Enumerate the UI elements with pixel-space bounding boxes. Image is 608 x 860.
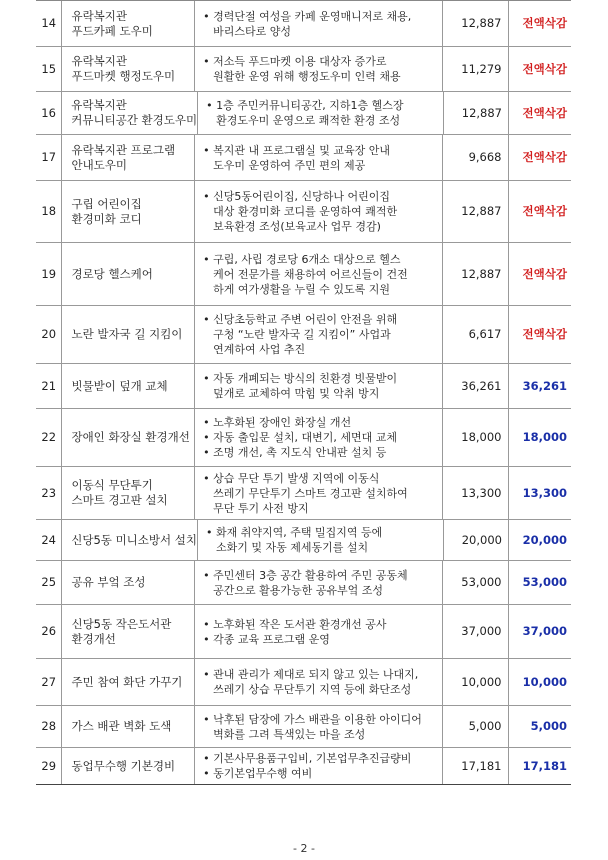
bullet: • — [203, 767, 210, 780]
cut-status: 전액삭감 — [522, 150, 567, 164]
project-name-line: 유락복지관 — [71, 54, 128, 68]
project-description — [195, 706, 443, 747]
description-line — [203, 69, 401, 84]
description-text: 1층 주민커뮤니티공간, 지하1층 헬스장 — [216, 99, 404, 112]
table-row — [36, 306, 571, 364]
bullet — [206, 540, 216, 555]
description-line — [203, 158, 390, 173]
project-name — [62, 659, 195, 705]
cut-status: 전액삭감 — [522, 105, 567, 120]
project-description — [195, 409, 443, 466]
description-text: 화재 취약지역, 주택 밀집지역 등에 — [215, 526, 383, 539]
project-name-line: 노란 발자국 길 지킴이 — [71, 327, 183, 341]
bullet — [203, 486, 213, 501]
cut-status: 전액삭감 — [522, 16, 567, 30]
row-number: 16 — [36, 92, 62, 134]
description-line — [203, 327, 397, 342]
project-description — [195, 561, 443, 604]
description-text: 노후화된 장애인 화장실 개선 — [213, 416, 352, 429]
approved-amount: 36,261 — [522, 378, 567, 393]
project-name-line: 푸드마켓 행정도우미 — [71, 69, 176, 83]
row-number: 21 — [36, 364, 62, 408]
description-line — [203, 568, 408, 583]
description-line — [203, 617, 386, 632]
bullet — [203, 682, 213, 697]
cut-status: 전액삭감 — [522, 327, 567, 341]
description-text: 대상 환경미화 코디를 운영하여 쾌적한 — [213, 205, 398, 218]
description-line — [203, 632, 386, 647]
approved-amount: 10,000 — [522, 674, 567, 689]
description-text: 덮개로 교체하여 막힘 및 악취 방지 — [213, 387, 380, 400]
description-line — [203, 282, 408, 297]
description-text: 주민센터 3층 공간 활용하여 주민 공동체 — [213, 568, 408, 582]
requested-amount: 37,000 — [443, 605, 508, 658]
description-text: 저소득 푸드마켓 이용 대상자 증가로 — [213, 55, 387, 68]
table-row — [36, 409, 571, 467]
bullet: • — [203, 668, 210, 681]
requested-amount: 12,887 — [444, 92, 509, 134]
description-line — [203, 445, 397, 460]
row-number: 18 — [36, 181, 62, 242]
table-row — [36, 605, 571, 659]
table-row — [36, 92, 571, 135]
row-number: 26 — [36, 605, 62, 658]
project-name — [62, 47, 195, 91]
description-text: 신당5동어린이집, 신당하나 어린이집 — [213, 190, 390, 203]
project-name-line: 동업무수행 기본경비 — [71, 758, 176, 773]
requested-amount: 6,617 — [443, 306, 508, 363]
approved-amount: 20,000 — [522, 532, 567, 547]
description-line — [203, 24, 411, 39]
row-number: 14 — [36, 1, 62, 46]
requested-amount: 12,887 — [443, 243, 508, 305]
bullet: • — [203, 752, 210, 765]
page-number: - 2 - — [293, 842, 315, 855]
project-name-line: 구립 어린이집 — [71, 196, 142, 211]
description-text: 환경도우미 운영으로 쾌적한 환경 조성 — [216, 114, 401, 127]
project-description — [195, 47, 443, 91]
table-row — [36, 181, 571, 243]
bullet: • — [203, 446, 210, 459]
bullet: • — [203, 471, 210, 485]
approved-amount: 5,000 — [530, 719, 567, 733]
bullet: • — [203, 9, 210, 23]
project-description — [195, 306, 443, 363]
requested-amount: 12,887 — [443, 181, 508, 242]
description-text: 케어 전문가를 채용하여 어르신들이 건전 — [213, 267, 408, 281]
description-text: 구청 “노란 발자국 길 지킴이” 사업과 — [213, 328, 391, 341]
project-name — [62, 92, 198, 134]
project-name — [62, 135, 195, 180]
description-line — [203, 486, 408, 501]
description-text: 복지관 내 프로그램실 및 교육장 안내 — [213, 143, 390, 157]
cut-status: 전액삭감 — [522, 61, 567, 76]
project-description — [195, 135, 443, 180]
description-line — [203, 54, 401, 69]
description-line — [203, 501, 408, 516]
table-row — [36, 748, 571, 784]
bullet — [203, 267, 213, 282]
bullet — [203, 24, 213, 39]
description-line — [206, 98, 403, 113]
bullet: • — [203, 313, 210, 326]
row-number: 20 — [36, 306, 62, 363]
description-line — [203, 267, 408, 282]
requested-amount: 18,000 — [443, 409, 508, 466]
approved-amount: 13,300 — [522, 485, 567, 500]
row-number: 27 — [36, 659, 62, 705]
bullet — [203, 583, 213, 598]
budget-table — [36, 0, 571, 785]
project-description — [195, 1, 443, 46]
project-description — [198, 520, 444, 560]
project-name-line: 공유 부엌 조성 — [71, 575, 146, 589]
bullet — [203, 727, 213, 742]
project-name-line: 이동식 무단투기 — [71, 478, 153, 492]
project-name-line: 커뮤니티공간 환경도우미 — [71, 113, 198, 127]
bullet: • — [203, 372, 210, 385]
description-text: 무단 투기 사전 방지 — [213, 501, 309, 515]
requested-amount: 5,000 — [443, 706, 508, 747]
description-text: 자동 출입문 설치, 대변기, 세면대 교체 — [213, 431, 397, 444]
project-description — [195, 748, 443, 784]
description-text: 동기본업무수행 여비 — [213, 767, 313, 780]
description-text: 벽화를 그려 특색있는 마을 조성 — [213, 727, 366, 741]
project-name-line: 유락복지관 — [71, 8, 128, 23]
description-line — [206, 540, 382, 555]
project-name-line: 푸드카페 도우미 — [71, 23, 153, 38]
row-number: 17 — [36, 135, 62, 180]
bullet — [203, 342, 213, 357]
description-text: 각종 교육 프로그램 운영 — [213, 632, 330, 646]
description-text: 쓰레기 무단투기 스마트 경고판 설치하여 — [213, 486, 408, 500]
description-text: 구립, 사립 경로당 6개소 대상으로 헬스 — [213, 252, 401, 266]
project-name-line: 스마트 경고판 설치 — [71, 493, 168, 507]
description-text: 소화기 및 자동 제세동기를 설치 — [215, 541, 369, 554]
bullet: • — [203, 617, 210, 631]
table-row — [36, 659, 571, 706]
description-line — [203, 189, 397, 204]
description-text: 경력단절 여성을 카페 운영매니저로 채용, — [213, 9, 412, 23]
project-name — [62, 243, 195, 305]
description-line — [203, 751, 411, 766]
table-row — [36, 47, 571, 92]
requested-amount: 11,279 — [443, 47, 508, 91]
description-line — [203, 312, 397, 327]
requested-amount: 20,000 — [444, 520, 509, 560]
requested-amount: 53,000 — [443, 561, 508, 604]
bullet — [203, 327, 213, 342]
description-text: 공간으로 활용가능한 공유부엌 조성 — [213, 583, 383, 597]
table-row — [36, 364, 571, 409]
table-row — [36, 520, 571, 561]
table-row — [36, 243, 571, 306]
approved-amount: 17,181 — [522, 758, 567, 773]
description-line — [203, 143, 390, 158]
description-line — [203, 252, 408, 267]
project-description — [195, 605, 443, 658]
description-text: 상습 무단 투기 발생 지역에 이동식 — [213, 471, 380, 485]
bullet: • — [203, 712, 210, 726]
row-number: 15 — [36, 47, 62, 91]
row-number: 22 — [36, 409, 62, 466]
table-row — [36, 1, 571, 47]
row-number: 29 — [36, 748, 62, 784]
bullet: • — [203, 143, 210, 157]
bullet: • — [203, 55, 210, 68]
project-description — [195, 659, 443, 705]
description-line — [203, 727, 422, 742]
project-description — [195, 181, 443, 242]
project-name-line: 안내도우미 — [71, 157, 128, 172]
project-name-line: 신당5동 작은도서관 — [71, 616, 172, 631]
approved-amount: 37,000 — [522, 624, 567, 638]
description-text: 원활한 운영 위해 행정도우미 인력 채용 — [213, 70, 401, 83]
bullet — [203, 282, 213, 297]
bullet: • — [203, 190, 210, 203]
description-line — [203, 682, 418, 697]
project-description — [198, 92, 444, 134]
project-name-line: 장애인 화장실 환경개선 — [71, 430, 190, 444]
bullet: • — [203, 252, 210, 266]
row-number: 25 — [36, 561, 62, 604]
requested-amount: 9,668 — [443, 135, 508, 180]
project-name — [62, 748, 195, 784]
row-number: 28 — [36, 706, 62, 747]
project-name — [62, 520, 198, 560]
description-text: 쓰레기 상습 무단투기 지역 등에 화단조성 — [213, 683, 412, 696]
requested-amount: 36,261 — [443, 364, 508, 408]
project-name-line: 환경미화 코디 — [71, 211, 142, 226]
project-name-line: 가스 배관 벽화 도색 — [71, 719, 172, 733]
project-name — [62, 409, 195, 466]
table-row — [36, 561, 571, 605]
description-line — [203, 667, 418, 682]
project-description — [195, 243, 443, 305]
description-line — [203, 219, 397, 234]
bullet: • — [203, 416, 210, 429]
description-line — [203, 9, 411, 24]
project-name-line: 경로당 헬스케어 — [71, 266, 153, 281]
approved-amount: 53,000 — [522, 575, 567, 589]
description-text: 신당초등학교 주변 어린이 안전을 위해 — [213, 313, 398, 326]
description-text: 기본사무용품구입비, 기본업무추진급량비 — [213, 752, 412, 765]
bullet — [203, 219, 213, 234]
table-row — [36, 467, 571, 520]
description-line — [203, 430, 397, 445]
requested-amount: 12,887 — [443, 1, 508, 46]
description-line — [203, 386, 397, 401]
description-text: 조명 개선, 촉 지도식 안내판 설치 등 — [213, 446, 387, 459]
description-text: 바리스타로 양성 — [213, 24, 291, 38]
bullet — [203, 158, 213, 173]
requested-amount: 10,000 — [443, 659, 508, 705]
row-number: 23 — [36, 467, 62, 519]
project-name-line: 유락복지관 — [71, 98, 127, 112]
description-text: 관내 관리가 제대로 되지 않고 있는 나대지, — [213, 668, 419, 681]
project-name — [62, 306, 195, 363]
approved-amount: 18,000 — [522, 430, 567, 444]
description-line — [203, 471, 408, 486]
description-text: 낙후된 담장에 가스 배관을 이용한 아이디어 — [213, 712, 422, 726]
description-text: 노후화된 작은 도서관 환경개선 공사 — [213, 617, 387, 631]
description-line — [203, 342, 397, 357]
requested-amount: 13,300 — [443, 467, 508, 519]
description-text: 하게 여가생활을 누릴 수 있도록 지원 — [213, 282, 390, 296]
bullet: • — [205, 526, 213, 539]
bullet — [206, 113, 216, 128]
table-row — [36, 706, 571, 748]
description-line — [206, 525, 382, 540]
description-text: 보육환경 조성(보육교사 업무 경감) — [213, 220, 381, 233]
project-name — [62, 181, 195, 242]
description-line — [203, 371, 397, 386]
cut-status: 전액삭감 — [522, 266, 567, 281]
project-name-line: 주민 참여 화단 가꾸기 — [71, 674, 183, 689]
project-description — [195, 364, 443, 408]
bullet — [203, 501, 213, 516]
project-name — [62, 1, 195, 46]
requested-amount: 17,181 — [443, 748, 508, 784]
description-line — [203, 415, 397, 430]
description-text: 도우미 운영하여 주민 편의 제공 — [213, 158, 366, 172]
cut-status: 전액삭감 — [522, 204, 567, 218]
project-name-line: 신당5동 미니소방서 설치 — [71, 532, 197, 547]
description-line — [203, 712, 422, 727]
row-number: 19 — [36, 243, 62, 305]
description-line — [206, 113, 403, 128]
bullet — [203, 69, 213, 84]
description-text: 연계하여 사업 추진 — [213, 343, 306, 356]
table-row — [36, 135, 571, 181]
bullet: • — [203, 632, 210, 646]
project-name — [62, 467, 195, 519]
description-line — [203, 766, 411, 781]
project-name-line: 빗물받이 덮개 교체 — [71, 378, 168, 393]
bullet: • — [203, 431, 210, 444]
bullet: • — [206, 99, 213, 112]
bullet: • — [203, 568, 210, 582]
project-name — [62, 706, 195, 747]
description-line — [203, 204, 397, 219]
project-description — [195, 467, 443, 519]
bullet — [203, 386, 213, 401]
bullet — [203, 204, 213, 219]
project-name-line: 환경개선 — [71, 631, 116, 646]
description-text: 자동 개폐되는 방식의 친환경 빗물받이 — [213, 372, 398, 385]
description-line — [203, 583, 408, 598]
project-name — [62, 561, 195, 604]
project-name-line: 유락복지관 프로그램 — [71, 142, 176, 157]
project-name — [62, 364, 195, 408]
project-name — [62, 605, 195, 658]
row-number: 24 — [36, 520, 62, 560]
